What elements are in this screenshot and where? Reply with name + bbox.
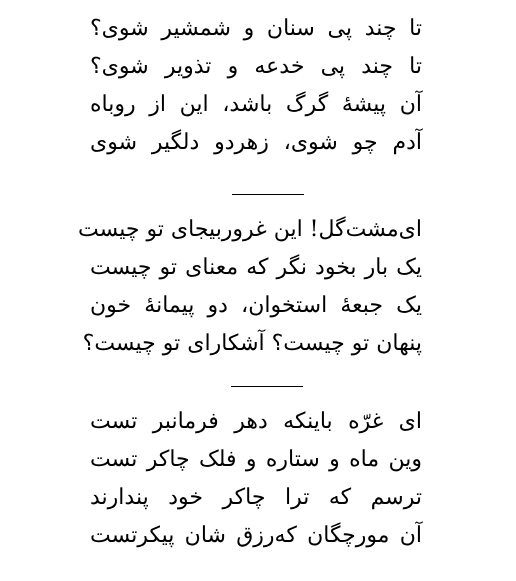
verse-line: یک بار بخود نگر که معنای تو چیست (90, 255, 422, 280)
verse-line: ترسم که ترا چاکر خود پندارند (90, 485, 422, 510)
stanza-divider (231, 386, 303, 387)
quatrain-2 (77, 211, 422, 363)
verse-line: ای‌مشت‌گل! این غروربیجای تو چیست (77, 217, 422, 242)
quatrain-3 (90, 403, 422, 555)
verse-line: ای غرّه باینکه دهر فرمانبر تست (90, 409, 422, 434)
verse-line: آدم چو شوی، زهردو دلگیر شوی (90, 130, 422, 155)
verse-line: یک جبعهٔ استخوان، دو پیمانهٔ خون (90, 293, 422, 318)
verse-line: آن مورچگان که‌رزق شان پیکرتست (90, 523, 422, 548)
verse-line: آن پیشهٔ گرگ باشد، این از روباه (90, 92, 422, 117)
stanza-divider (232, 194, 304, 195)
verse-line: تا چند پی سنان و شمشیر شوی؟ (90, 16, 422, 41)
verse-line: پنهان تو چیست؟ آشکارای تو چیست؟ (82, 331, 422, 356)
quatrain-1 (90, 10, 422, 162)
verse-line: تا چند پی خدعه و تذویر شوی؟ (90, 54, 422, 79)
verse-line: وین ماه و ستاره و فلک چاکر تست (90, 447, 422, 472)
